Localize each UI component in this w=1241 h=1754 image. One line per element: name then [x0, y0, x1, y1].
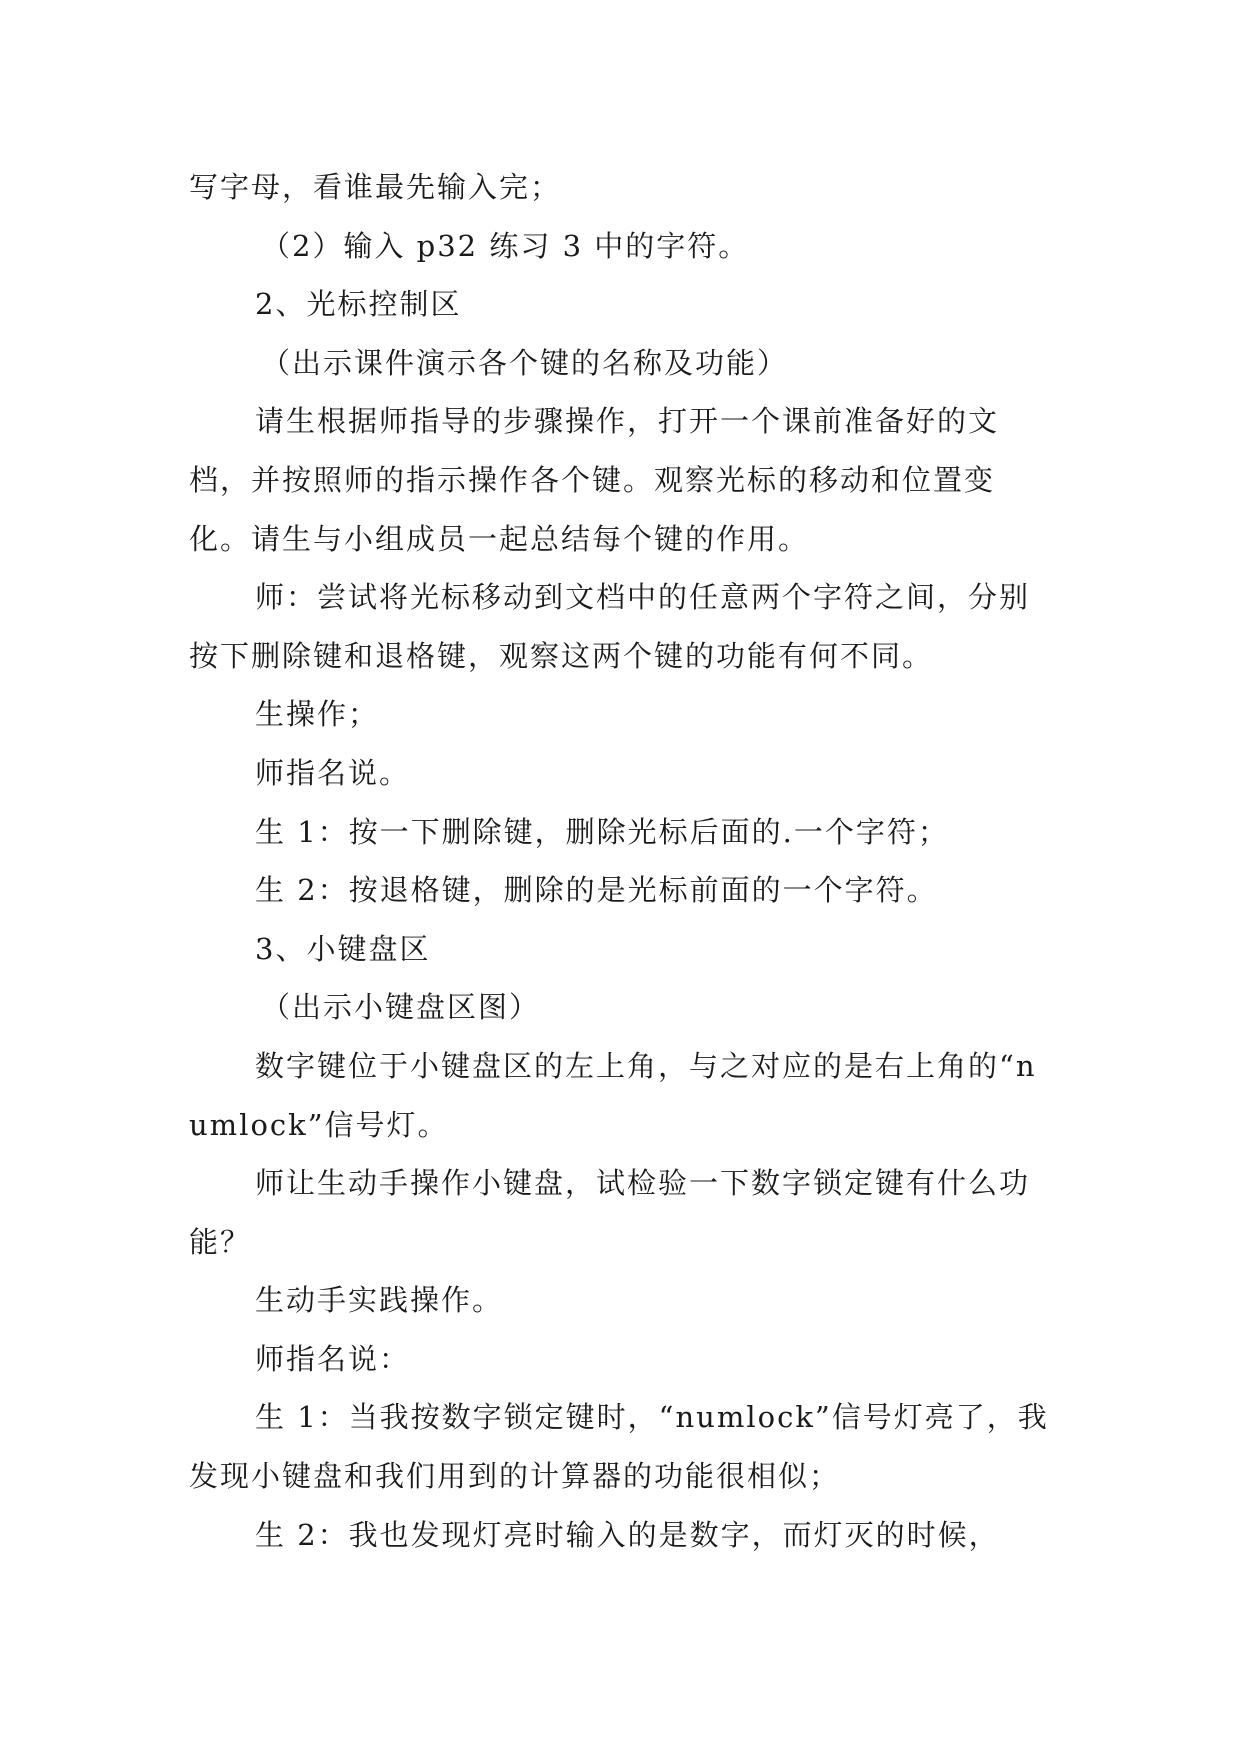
paragraph: 生 1：按一下删除键，删除光标后面的.一个字符； [255, 814, 949, 849]
paragraph: 生 1：当我按数字锁定键时，“numlock”信号灯亮了，我发现小键盘和我们用到的计算器的功能很相似； [189, 1400, 1049, 1494]
paragraph: 生 2：我也发现灯亮时输入的是数字，而灯灭的时候， [255, 1517, 1000, 1552]
section-heading: 3、小键盘区 [255, 931, 431, 966]
paragraph: 师指名说。 [255, 755, 411, 790]
paragraph: 师指名说： [255, 1341, 411, 1376]
section-heading: 2、光标控制区 [255, 287, 462, 322]
paragraph: 写字母，看谁最先输入完； [189, 170, 562, 204]
paragraph: 师让生动手操作小键盘，试检验一下数字锁定键有什么功能？ [189, 1166, 1031, 1259]
paragraph: 请生根据师指导的步骤操作，打开一个课前准备好的文档，并按照师的指示操作各个键。观察光标的移动和位置变化。请生与小组成员一起总结每个键的作用。 [189, 404, 1000, 556]
paragraph: 生动手实践操作。 [255, 1283, 504, 1318]
paragraph: 生 2：按退格键，删除的是光标前面的一个字符。 [255, 873, 938, 908]
paragraph: 数字键位于小键盘区的左上角，与之对应的是右上角的“numlock”信号灯。 [189, 1048, 1037, 1142]
paragraph: （出示课件演示各个键的名称及功能） [261, 345, 789, 380]
paragraph: 生操作； [255, 697, 380, 732]
paragraph: （出示小键盘区图） [261, 990, 541, 1025]
paragraph: （2）输入 p32 练习 3 中的字符。 [261, 228, 750, 263]
paragraph: 师：尝试将光标移动到文档中的任意两个字符之间，分别按下删除键和退格键，观察这两个键的功能有何不同。 [189, 580, 1031, 673]
document-body [189, 158, 1055, 1564]
